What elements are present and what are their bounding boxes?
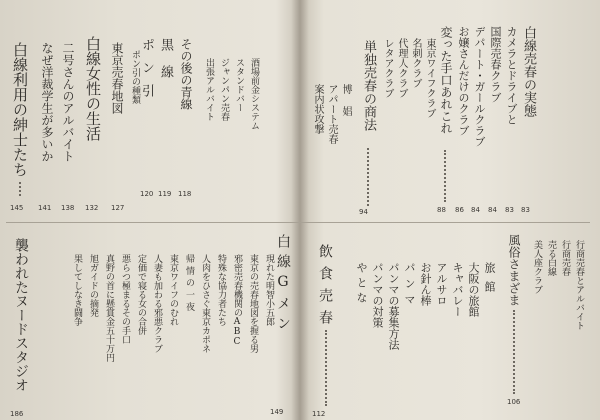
toc-subentry: 売る白線 bbox=[546, 240, 556, 276]
toc-subentry: パンマの対策 bbox=[371, 262, 384, 328]
page-number: 83 bbox=[505, 206, 514, 214]
toc-entry: カメラとドライブと bbox=[505, 26, 518, 125]
toc-subentry: 旅館 bbox=[483, 262, 496, 300]
toc-subentry: 東京ワイフのむれ bbox=[168, 254, 178, 326]
toc-entry-heading: 白線利用の紳士たち bbox=[11, 42, 29, 177]
toc-entry-heading: 単独売春の商法 bbox=[361, 40, 376, 131]
page-number: 84 bbox=[488, 206, 497, 214]
page-number: 106 bbox=[507, 398, 521, 406]
toc-subentry: 出張アルバイト bbox=[204, 58, 214, 121]
toc-entry: 国際売春クラブ bbox=[489, 26, 502, 103]
toc-subentry: やとな bbox=[355, 262, 368, 307]
toc-subentry: パンマ bbox=[403, 262, 416, 310]
page-number: 132 bbox=[85, 204, 99, 212]
leader-dots bbox=[19, 182, 21, 196]
leader-dots bbox=[325, 330, 327, 406]
page-number: 84 bbox=[471, 206, 480, 214]
toc-entry-heading: 白線売春の実態 bbox=[521, 26, 536, 117]
toc-entry-heading: 飲食売春 bbox=[317, 244, 333, 332]
toc-subentry: 人肉をひさぐ東京カポネ bbox=[200, 254, 210, 353]
page-number: 149 bbox=[270, 408, 284, 416]
page-number: 83 bbox=[521, 206, 530, 214]
toc-subentry: 博娼 bbox=[340, 84, 351, 128]
toc-entry: 東京売春地図 bbox=[110, 42, 124, 114]
toc-subentry: ジャンパン売春 bbox=[219, 58, 229, 121]
toc-subentry: 邪密売春機関のABC bbox=[232, 254, 242, 347]
toc-subentry: 美人座クラブ bbox=[532, 240, 542, 294]
toc-entry-heading: 白線女性の生活 bbox=[84, 36, 102, 141]
toc-entry: 黒線 bbox=[158, 38, 173, 92]
toc-subentry: 真野の首に懸賞金五十万円 bbox=[104, 254, 114, 362]
toc-entry: お嬢さんだけのクラブ bbox=[457, 26, 470, 136]
toc-subentry: アルサロ bbox=[435, 262, 448, 306]
toc-entry: デパート・ガールクラブ bbox=[473, 26, 486, 147]
page-number: 94 bbox=[359, 208, 368, 216]
leader-dots bbox=[367, 148, 369, 206]
toc-subentry: 代理人クラブ bbox=[396, 38, 407, 98]
toc-entry: 二号さんのアルバイト bbox=[61, 42, 75, 162]
toc-subentry: 案内状攻撃 bbox=[312, 84, 323, 134]
toc-subentry: 果してしなき闘争 bbox=[72, 254, 82, 326]
toc-subentry: キャバレー bbox=[451, 262, 464, 317]
toc-entry: その後の青線 bbox=[179, 38, 193, 110]
toc-subentry: 特殊な協力者たち bbox=[216, 254, 226, 326]
toc-entry: 変った手口あれこれ bbox=[439, 26, 453, 134]
toc-subentry: スタンドバー bbox=[234, 58, 244, 112]
toc-subentry: 酒場前金システム bbox=[249, 58, 259, 130]
page-number: 88 bbox=[437, 206, 446, 214]
toc-entry: ポン引 bbox=[139, 38, 154, 107]
toc-subentry: 帰情の一夜 bbox=[184, 254, 194, 314]
toc-subentry: 東京の売春地図を握る男 bbox=[248, 254, 258, 353]
page-number: 118 bbox=[178, 190, 192, 198]
toc-subentry: お針ん棒 bbox=[419, 262, 432, 306]
toc-subentry: 行商売春とアルバイト bbox=[574, 240, 584, 330]
toc-subentry: ポン引の種類 bbox=[130, 50, 140, 104]
toc-entry-heading: 襲われたヌードスタジオ bbox=[13, 238, 29, 392]
toc-subentry: 人妻も加わる邪悪クラブ bbox=[152, 254, 162, 353]
toc-subentry: 悪らつ極まるその手口 bbox=[120, 254, 130, 344]
page-number: 127 bbox=[111, 204, 125, 212]
toc-subentry: 東京ワイフクラブ bbox=[424, 38, 435, 118]
page-gutter bbox=[291, 0, 309, 420]
toc-subentry: レタアクラブ bbox=[382, 38, 393, 98]
toc-entry-heading: 白線Gメン bbox=[275, 234, 291, 336]
toc-subentry: 旭ガイドの摘発 bbox=[88, 254, 98, 317]
toc-entry-heading: 風俗さまざま bbox=[507, 234, 521, 306]
page-number: 120 bbox=[140, 190, 154, 198]
toc-subentry: パンマの募集方法 bbox=[387, 262, 400, 350]
page-number: 141 bbox=[38, 204, 52, 212]
page-number: 138 bbox=[61, 204, 75, 212]
toc-entry: なぜ洋裁学生が多いか bbox=[40, 42, 54, 162]
toc-subentry: 名刺クラブ bbox=[410, 38, 421, 88]
page-number: 145 bbox=[10, 204, 24, 212]
toc-subentry: 行商売春 bbox=[560, 240, 570, 276]
leader-dots bbox=[444, 150, 446, 202]
page-number: 112 bbox=[312, 410, 326, 418]
section-rule bbox=[6, 222, 590, 223]
page-number: 86 bbox=[455, 206, 464, 214]
toc-subentry: 大阪の旅館 bbox=[467, 262, 480, 317]
toc-subentry: 定価で寝る女の合併 bbox=[136, 254, 146, 335]
page-number: 119 bbox=[158, 190, 172, 198]
page-number: 186 bbox=[10, 410, 24, 418]
toc-subentry: アパート売春 bbox=[326, 84, 337, 144]
leader-dots bbox=[513, 310, 515, 394]
toc-subentry: 現れた明智小五郎 bbox=[264, 254, 274, 326]
